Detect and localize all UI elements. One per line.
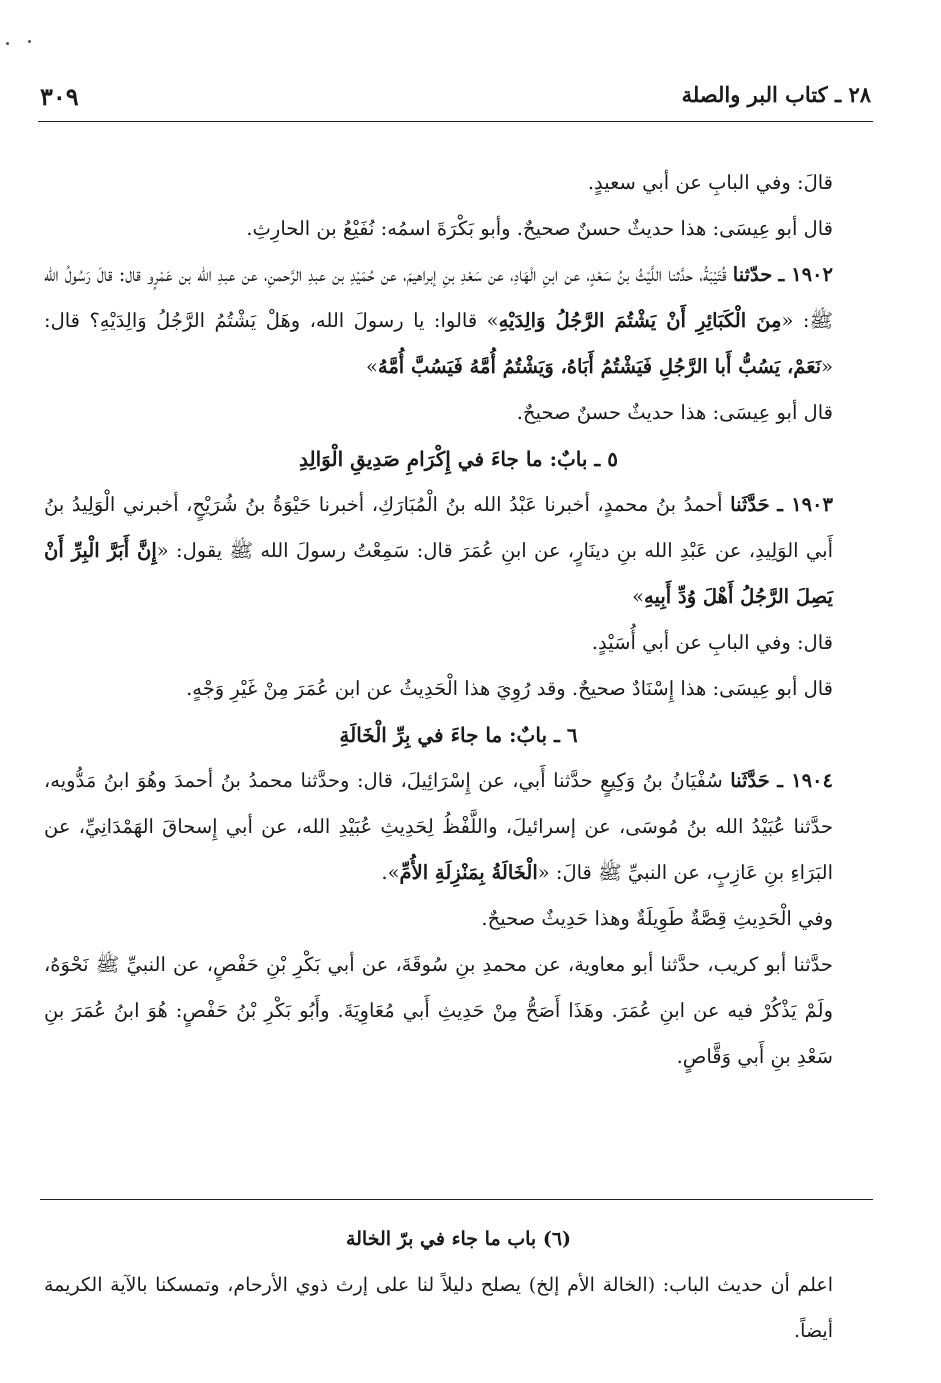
hadith-1903 (44, 482, 873, 620)
paragraph-bab-note: قال: وفي البابِ عن أبي أُسَيْدٍ. (591, 631, 833, 654)
hadith-isnad: قُتَيْبَةُ، حدَّثنا اللَّيْثُ بنُ سَعْدٍ، عن ابنِ الْهَادِ، عن سَعْدِ بنِ إبراهيمَ، عن حُمَيْدِ بن عبدِ الرَّحمنِ، عن عبدِ الله بن عَمْرٍو قال: قالَ رَسُولُ الله ﷺ: « (44, 263, 833, 332)
hadith-text: » (365, 355, 378, 378)
hadith-number: ١٩٠٤ ـ (777, 769, 833, 792)
hadith-text: ». (381, 861, 400, 884)
footnotes (44, 1216, 873, 1354)
paragraph-hadith-note: وفي الْحَدِيثِ قِصَّةٌ طَوِيلَةٌ وهذا حَدِيثٌ صحيحٌ. (481, 907, 833, 930)
paragraph-abu-isa-grading: قال أبو عِيسَى: هذا إِسْنَادٌ صحيحٌ. وقد رُوِيَ هذا الْحَدِيثُ عن ابن عُمَرَ مِنْ غَيْرِ وَجْهٍ. (186, 677, 833, 700)
paragraph-abu-isa-grading: قال أبو عِيسَى: هذا حديثٌ حسنٌ صحيحٌ. وأبو بَكْرَةَ اسمُه: نُفَيْعُ بن الحارِثِ. (246, 217, 833, 240)
page-number: ٣٠٩ (40, 82, 79, 111)
hadith-number: ١٩٠٢ ـ (778, 263, 833, 286)
hadith-1902 (44, 252, 873, 390)
hadith-number: ١٩٠٣ ـ (777, 493, 833, 516)
hadith-matn: إِنَّ أَبَرَّ الْبِرِّ أَنْ يَصِلَ الرَّجُلُ أَهْلَ وُدِّ أَبِيهِ (44, 539, 833, 608)
scan-speck (6, 42, 9, 45)
chapter-heading-5: ٥ ـ بابٌ: ما جاءَ في إِكْرَامِ صَدِيقِ الْوَالِدِ (299, 447, 618, 471)
chapter-heading-6: ٦ ـ بابٌ: ما جاءَ في بِرِّ الْخَالَةِ (339, 723, 578, 747)
paragraph-bab-note: قالَ: وفي البابِ عن أبي سعيدٍ. (587, 171, 833, 194)
hadith-text: » قالوا: يا رسولَ الله، وهَلْ يَشْتُمُ الرَّجُلُ وَالِدَيْهِ؟ قال: « (44, 309, 833, 378)
hadith-lead: حَدَّثَنا (730, 769, 770, 792)
hadith-text: » (632, 585, 645, 608)
hadith-matn: نَعَمْ، يَسُبُّ أَبا الرَّجُلِ فَيَشْتُمُ أَبَاهُ، وَيَشْتُمُ أُمَّهُ فَيَسُبَّ أُمَّهُ (377, 355, 822, 378)
hadith-isnad: أحمدُ بنُ محمدٍ، أخبرنا عَبْدُ الله بنُ الْمُبَارَكِ، أخبرنا حَيْوَةُ بنُ شُرَيْحٍ، أخبرني الْوَلِيدُ بنُ أَبي الوَلِيدِ، عن عَبْدِ الله بنِ دينَارٍ، عن ابنِ عُمَرَ قال: سَمِعْتُ رسولَ الله ﷺ يقول: « (44, 493, 833, 562)
footnote-heading: (٦) باب ما جاء في برّ الخالة (345, 1228, 572, 1250)
footnote-text: اعلم أن حديث الباب: (الخالة الأم إلخ) يصلح دليلاً لنا على إرث ذوي الأرحام، وتمسكنا بالآية الكريمة أيضاً. (44, 1274, 833, 1342)
hadith-isnad: سُفْيَانُ بنُ وَكِيعٍ حدَّثنا أَبي، عن إِسْرَائِيلَ، قال: وحدَّثنا محمدُ بنُ أحمدَ وهُوَ ابنُ مَدُّويه، حدَّثنا عُبَيْدُ الله بنُ مُوسَى، عن إسرائيلَ، واللَّفْظُ لِحَدِيثِ عُبَيْدِ الله، عن أبي إِسحاقَ الهَمْدَانِيِّ، عن البَرَاءِ بنِ عَازِبٍ، عن النبيِّ ﷺ قالَ: « (44, 769, 833, 884)
scan-speck (28, 40, 31, 43)
paragraph-abu-isa-grading: قال أبو عِيسَى: هذا حديثٌ حسنٌ صحيحٌ. (516, 401, 833, 424)
hadith-lead: حَدَّثَنا (730, 493, 770, 516)
footnote-divider (40, 1199, 873, 1200)
hadith-1904 (44, 758, 873, 896)
hadith-matn: مِنَ الْكَبَائِرِ أَنْ يَشْتُمَ الرَّجُلُ وَالِدَيْهِ (498, 309, 782, 332)
running-header-title: ٢٨ ـ كتاب البر والصلة (681, 82, 871, 107)
main-text (44, 160, 873, 1080)
header-divider (38, 121, 873, 122)
hadith-matn: الْخَالَةُ بِمَنْزِلَةِ الأُمِّ (399, 861, 538, 884)
paragraph-alternate-chain: حدَّثنا أبو كريب، حدَّثنا أبو معاوية، عن محمدِ بنِ سُوقَةَ، عن أبي بَكْرِ بْنِ حَفْصٍ، عن النبيِّ ﷺ نَحْوَهُ، ولَمْ يَذْكُرْ فيه عن ابنِ عُمَرَ. وهَذَا أَصَحُّ مِنْ حَدِيثِ أَبي مُعَاوِيَةَ. وأَبُو بَكْرِ بْنُ حَفْصٍ: هُوَ ابنُ عُمَرَ بنِ سَعْدِ بنِ أَبي وَقَّاصٍ. (44, 953, 833, 1068)
hadith-lead: حدّثنا (732, 263, 773, 286)
